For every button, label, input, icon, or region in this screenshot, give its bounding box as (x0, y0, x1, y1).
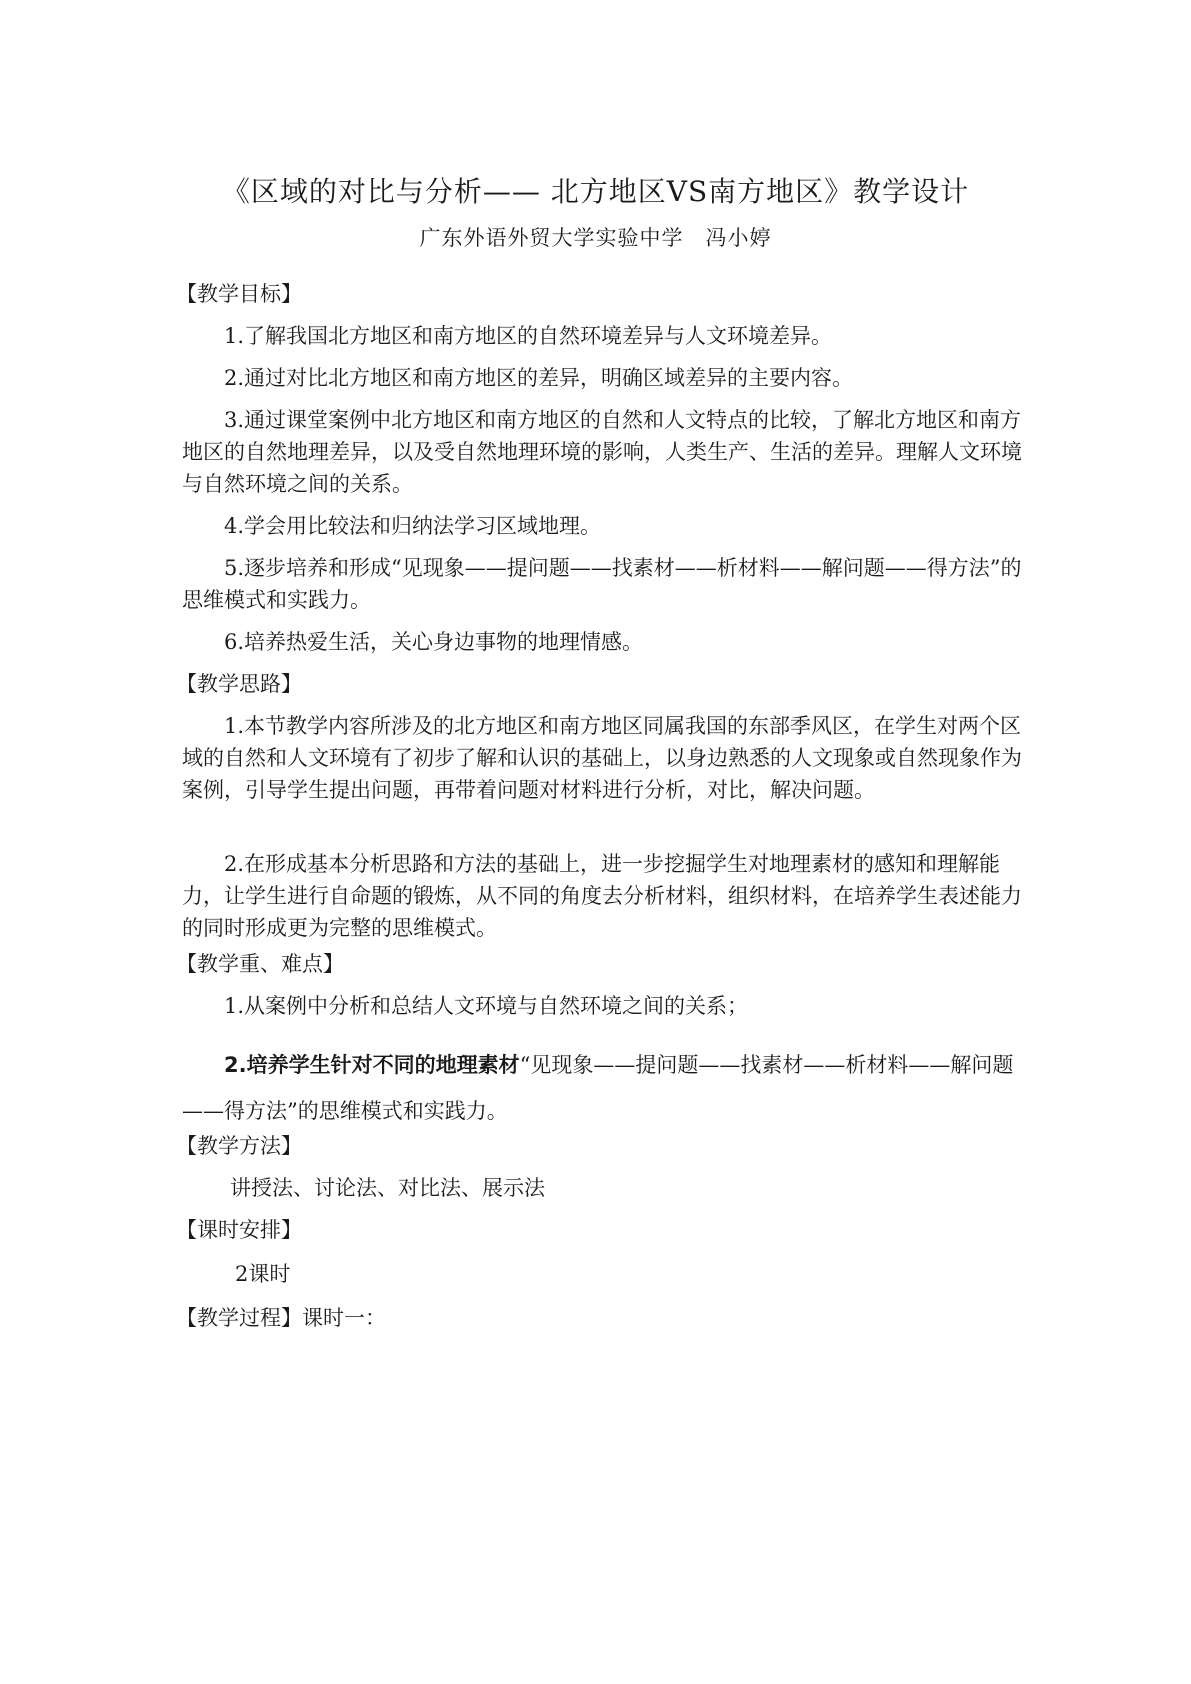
section-heading-process (176, 1302, 386, 1332)
section-heading-key-points: 【教学重、难点】 (176, 952, 344, 976)
objective-item-4: 4.学会用比较法和归纳法学习区域地理。 (224, 514, 602, 538)
approach-item-2: 2.在形成基本分析思路和方法的基础上，进一步挖掘学生对地理素材的感知和理解能力，让学生进行自命题的锻炼，从不同的角度去分析材料，组织材料，在培养学生表述能力的同时形成更为完整的思维模式。 (182, 852, 1022, 940)
schedule-text: 2课时 (235, 1262, 291, 1286)
document-author: 广东外语外贸大学实验中学 冯小婷 (419, 226, 772, 250)
approach-item-1: 1.本节教学内容所涉及的北方地区和南方地区同属我国的东部季风区，在学生对两个区域的自然和人文环境有了初步了解和认识的基础上，以身边熟悉的人文现象或自然现象作为案例，引导学生提出问题，再带着问题对材料进行分析，对比，解决问题。 (182, 714, 1022, 802)
objective-item-2: 2.通过对比北方地区和南方地区的差异，明确区域差异的主要内容。 (224, 366, 854, 390)
key-point-item-2-bold: 2.培养学生针对不同的地理素材 (224, 1053, 520, 1077)
key-point-item-2-rest: “见现象——提问题——找素材——析材料——解问题——得方法”的思维模式和实践力。 (182, 1053, 1014, 1123)
section-heading-approach: 【教学思路】 (176, 672, 302, 696)
objective-item-3: 3.通过课堂案例中北方地区和南方地区的自然和人文特点的比较，了解北方地区和南方地区的自然地理差异，以及受自然地理环境的影响，人类生产、生活的差异。理解人文环境与自然环境之间的关系。 (182, 408, 1022, 496)
process-heading-label: 【教学过程】 (176, 1306, 302, 1330)
process-heading-suffix: 课时一： (302, 1306, 386, 1330)
methods-text: 讲授法、讨论法、对比法、展示法 (230, 1176, 545, 1200)
section-heading-methods: 【教学方法】 (176, 1134, 302, 1158)
key-point-item-1: 1.从案例中分析和总结人文环境与自然环境之间的关系； (224, 994, 749, 1018)
objective-item-6: 6.培养热爱生活，关心身边事物的地理情感。 (224, 630, 644, 654)
document-title: 《区域的对比与分析—— 北方地区VS南方地区》教学设计 (221, 175, 970, 208)
section-heading-objectives: 【教学目标】 (176, 282, 302, 306)
key-point-item-2 (182, 1042, 1022, 1134)
section-heading-schedule: 【课时安排】 (176, 1218, 302, 1242)
objective-item-5: 5.逐步培养和形成“见现象——提问题——找素材——析材料——解问题——得方法”的思维模式和实践力。 (182, 556, 1022, 612)
objective-item-1: 1.了解我国北方地区和南方地区的自然环境差异与人文环境差异。 (224, 324, 833, 348)
